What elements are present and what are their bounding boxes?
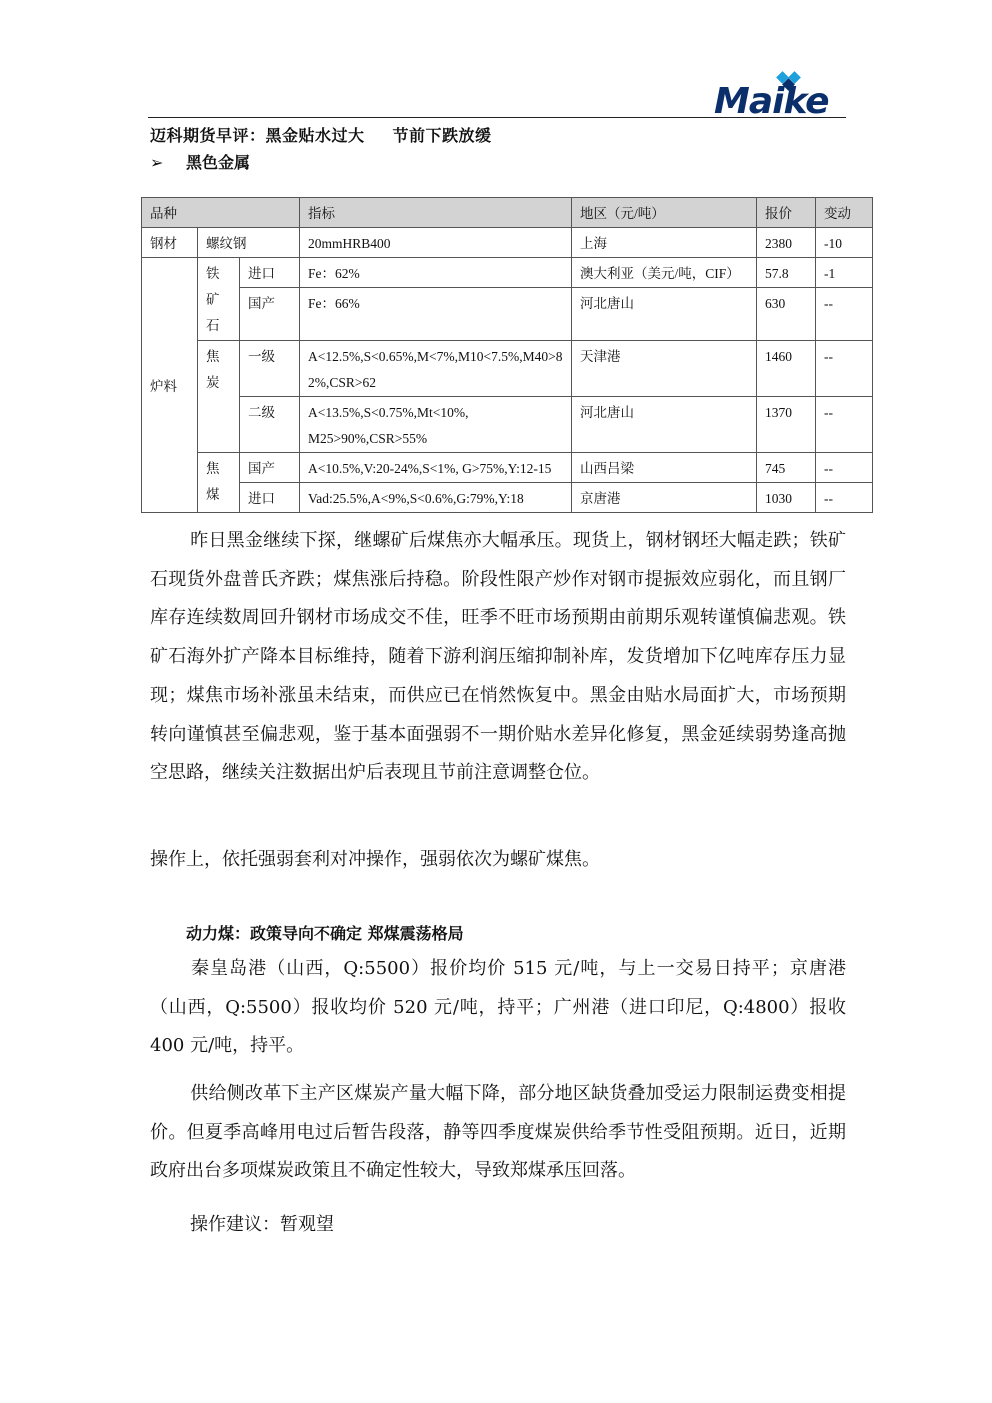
page-title [150, 123, 492, 146]
cell-grade: 国产 [240, 288, 300, 341]
section-label: 黑色金属 [186, 153, 251, 172]
cell-iron-ore-label: 铁矿石 [198, 258, 240, 341]
body-paragraph-1 [150, 522, 846, 793]
cell-region: 河北唐山 [572, 397, 757, 453]
cell-category: 钢材 [142, 228, 198, 258]
cell-grade: 进口 [240, 258, 300, 288]
maike-logo [712, 68, 846, 120]
logo-text: Maike [714, 81, 829, 122]
cell-change: -- [816, 453, 873, 483]
table-row [142, 341, 873, 397]
cell-grade: 国产 [240, 453, 300, 483]
cell-region: 京唐港 [572, 483, 757, 513]
cell-coking-coal-label: 焦煤 [198, 453, 240, 513]
cell-region: 澳大利亚（美元/吨，CIF） [572, 258, 757, 288]
header-index: 指标 [300, 198, 572, 228]
header-variety: 品种 [142, 198, 300, 228]
operation-note-2: 操作建议：暂观望 [190, 1214, 334, 1235]
cell-region: 上海 [572, 228, 757, 258]
cell-price: 1030 [757, 483, 816, 513]
operation-note-1: 操作上，依托强弱套利对冲操作，强弱依次为螺矿煤焦。 [150, 849, 600, 870]
table-row [142, 483, 873, 513]
paragraph-text: 供给侧改革下主产区煤炭产量大幅下降，部分地区缺货叠加受运力限制运费变相提价。但夏季高峰用电过后暂告段落，静等四季度煤炭供给季节性受阻预期。近日，近期政府出台多项煤炭政策且不确定性较大，导致郑煤承压回落。 [150, 1083, 846, 1181]
price-table [141, 197, 873, 513]
cell-price: 1460 [757, 341, 816, 397]
cell-change: -10 [816, 228, 873, 258]
cell-region: 山西吕梁 [572, 453, 757, 483]
cell-price: 1370 [757, 397, 816, 453]
cell-change: -1 [816, 258, 873, 288]
body-paragraph-2 [150, 950, 846, 1066]
table-header-row [142, 198, 873, 228]
title-part1: 迈科期货早评：黑金贴水过大 [150, 126, 365, 145]
cell-region: 河北唐山 [572, 288, 757, 341]
cell-grade: 一级 [240, 341, 300, 397]
cell-coke-label: 焦炭 [198, 341, 240, 453]
cell-furnace-category: 炉料 [142, 258, 198, 513]
cell-price: 2380 [757, 228, 816, 258]
section-heading [150, 150, 250, 173]
cell-index: A<10.5%,V:20-24%,S<1%, G>75%,Y:12-15 [300, 453, 572, 483]
cell-price: 57.8 [757, 258, 816, 288]
cell-index: 20mmHRB400 [300, 228, 572, 258]
paragraph-text: 昨日黑金继续下探，继螺矿后煤焦亦大幅承压。现货上，钢材钢坯大幅走跌；铁矿石现货外盘普氏齐跌；煤焦涨后持稳。阶段性限产炒作对钢市提振效应弱化，而且钢厂库存连续数周回升钢材市场成交不佳，旺季不旺市场预期由前期乐观转谨慎偏悲观。铁矿石海外扩产降本目标维持，随着下游利润压缩抑制补库，发货增加下亿吨库存压力显现；煤焦市场补涨虽未结束，而供应已在悄然恢复中。黑金由贴水局面扩大，市场预期转向谨慎甚至偏悲观，鉴于基本面强弱不一期价贴水差异化修复，黑金延续弱势逢高抛空思路，继续关注数据出炉后表现且节前注意调整仓位。 [150, 530, 846, 784]
table-row [142, 288, 873, 341]
cell-index: A<13.5%,S<0.75%,Mt<10%, M25>90%,CSR>55% [300, 397, 572, 453]
header-price: 报价 [757, 198, 816, 228]
table-row [142, 228, 873, 258]
header-rule [148, 117, 846, 118]
cell-grade: 二级 [240, 397, 300, 453]
arrow-bullet-icon: ➢ [150, 153, 164, 172]
cell-index: Vad:25.5%,A<9%,S<0.6%,G:79%,Y:18 [300, 483, 572, 513]
header-region: 地区（元/吨） [572, 198, 757, 228]
cell-price: 745 [757, 453, 816, 483]
cell-change: -- [816, 483, 873, 513]
cell-grade: 进口 [240, 483, 300, 513]
cell-change: -- [816, 397, 873, 453]
paragraph-text: 秦皇岛港（山西，Q:5500）报价均价 515 元/吨，与上一交易日持平；京唐港（山西，Q:5500）报收均价 520 元/吨，持平；广州港（进口印尼，Q:4800）报收 400 元/吨，持平。 [150, 958, 846, 1056]
cell-index: A<12.5%,S<0.65%,M<7%,M10<7.5%,M40>82%,CSR>62 [300, 341, 572, 397]
subsection-heading: 动力煤：政策导向不确定 郑煤震荡格局 [186, 924, 464, 943]
body-paragraph-3 [150, 1075, 846, 1191]
cell-index: Fe：62% [300, 258, 572, 288]
table-row [142, 258, 873, 288]
table-row [142, 397, 873, 453]
table-row [142, 453, 873, 483]
title-part2: 节前下跌放缓 [392, 126, 492, 145]
cell-change: -- [816, 288, 873, 341]
cell-region: 天津港 [572, 341, 757, 397]
header-change: 变动 [816, 198, 873, 228]
cell-change: -- [816, 341, 873, 397]
cell-index: Fe：66% [300, 288, 572, 341]
cell-price: 630 [757, 288, 816, 341]
cell-subcategory: 螺纹钢 [198, 228, 300, 258]
